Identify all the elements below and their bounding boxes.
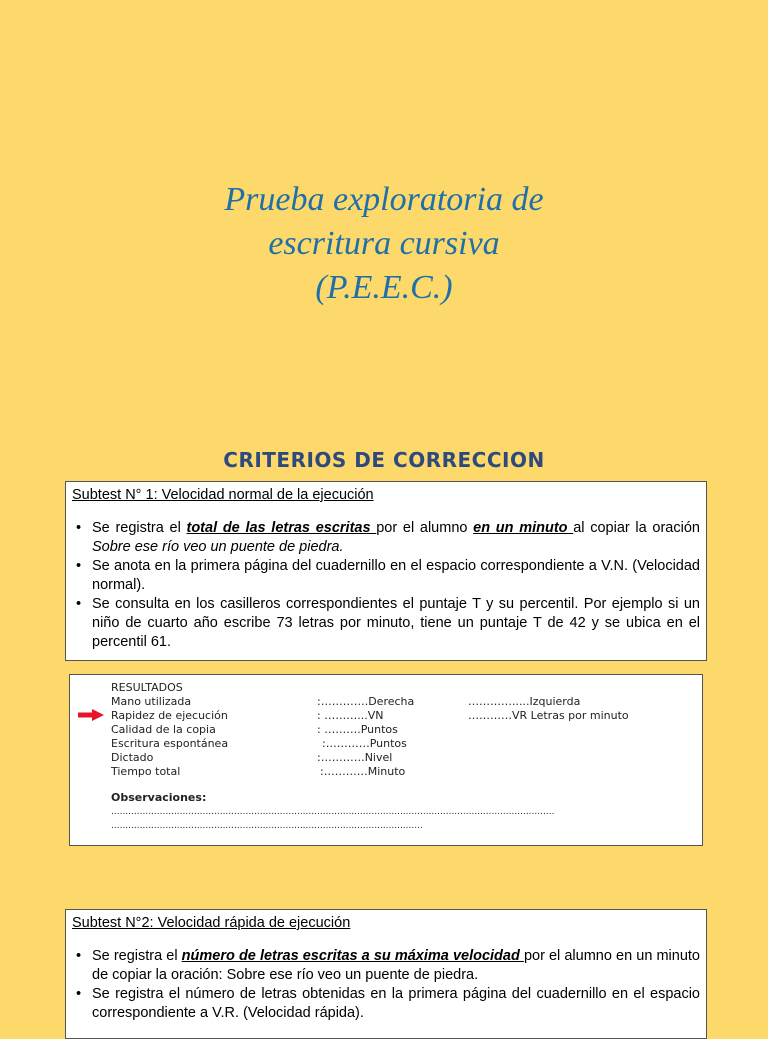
results-header: RESULTADOS [111, 681, 183, 694]
subtest2-box [65, 909, 707, 1039]
subtest1-box [65, 481, 707, 661]
title-line-3: (P.E.E.C.) [315, 269, 453, 306]
observations-line: ............................................................................................................. [111, 821, 423, 831]
text: por el alumno [376, 520, 474, 536]
subtest2-bullet-2: • Se registra el número de letras obtenidas en la primera página del cuadernillo en el espacio correspondiente a V.R. (Velocidad rápida). [72, 985, 700, 1023]
row-extra: ………….....Izquierda [468, 695, 581, 708]
emphasis-text: en un minuto [473, 520, 574, 536]
title-line-1: Prueba exploratoria de [224, 181, 544, 218]
text: Se registra el [92, 520, 187, 536]
results-form [69, 674, 703, 846]
subtest2-bullet-1 [72, 947, 700, 985]
italic-text: Sobre ese río veo un puente de piedra. [92, 539, 344, 555]
subtest1-list [72, 519, 700, 652]
row-label: Calidad de la copia [111, 723, 216, 736]
section-heading: CRITERIOS DE CORRECCION [223, 448, 545, 472]
row-label: Escritura espontánea [111, 737, 229, 750]
row-label: Rapidez de ejecución [111, 709, 228, 722]
observations-label: Observaciones: [111, 791, 207, 804]
subtest1-bullet-1 [72, 519, 700, 557]
row-value: : ……….Puntos [317, 723, 398, 736]
row-value: :…………Puntos [322, 737, 407, 750]
row-label: Tiempo total [111, 765, 181, 778]
row-value: : ………...VN [317, 709, 384, 722]
subtest1-heading: Subtest N° 1: Velocidad normal de la ejecución [72, 487, 374, 503]
text: por el alumno en un minuto de copiar la oración: Sobre ese río veo un puente de piedra. [92, 948, 700, 983]
document-title [0, 178, 768, 310]
subtest1-bullet-2: • Se anota en la primera página del cuadernillo en el espacio correspondiente a V.N. (Velocidad normal). [72, 557, 700, 595]
row-label: Mano utilizada [111, 695, 192, 708]
observations-line: ........................................................................................................................................................... [111, 807, 555, 817]
row-value: :…………Minuto [320, 765, 406, 778]
row-value: :…………Nivel [317, 751, 393, 764]
emphasis-text: número de letras escritas a su máxima velocidad [181, 948, 524, 964]
title-line-2: escritura cursiva [268, 225, 500, 262]
emphasis-text: total de las letras escritas [186, 520, 377, 536]
row-value: :………….Derecha [317, 695, 415, 708]
row-extra: …………VR Letras por minuto [468, 709, 629, 722]
subtest2-heading: Subtest N°2: Velocidad rápida de ejecución [72, 915, 351, 931]
text: Se registra el [92, 948, 182, 964]
text: al copiar la oración [573, 520, 700, 536]
subtest2-list [72, 947, 700, 1023]
red-arrow-icon [78, 709, 104, 721]
row-label: Dictado [111, 751, 154, 764]
subtest1-bullet-3: • Se consulta en los casilleros correspondientes el puntaje T y su percentil. Por ejemplo si un niño de cuarto año escribe 73 letras por minuto, tiene un puntaje T de 42 y se ubica en el percentil 61. [72, 595, 700, 652]
